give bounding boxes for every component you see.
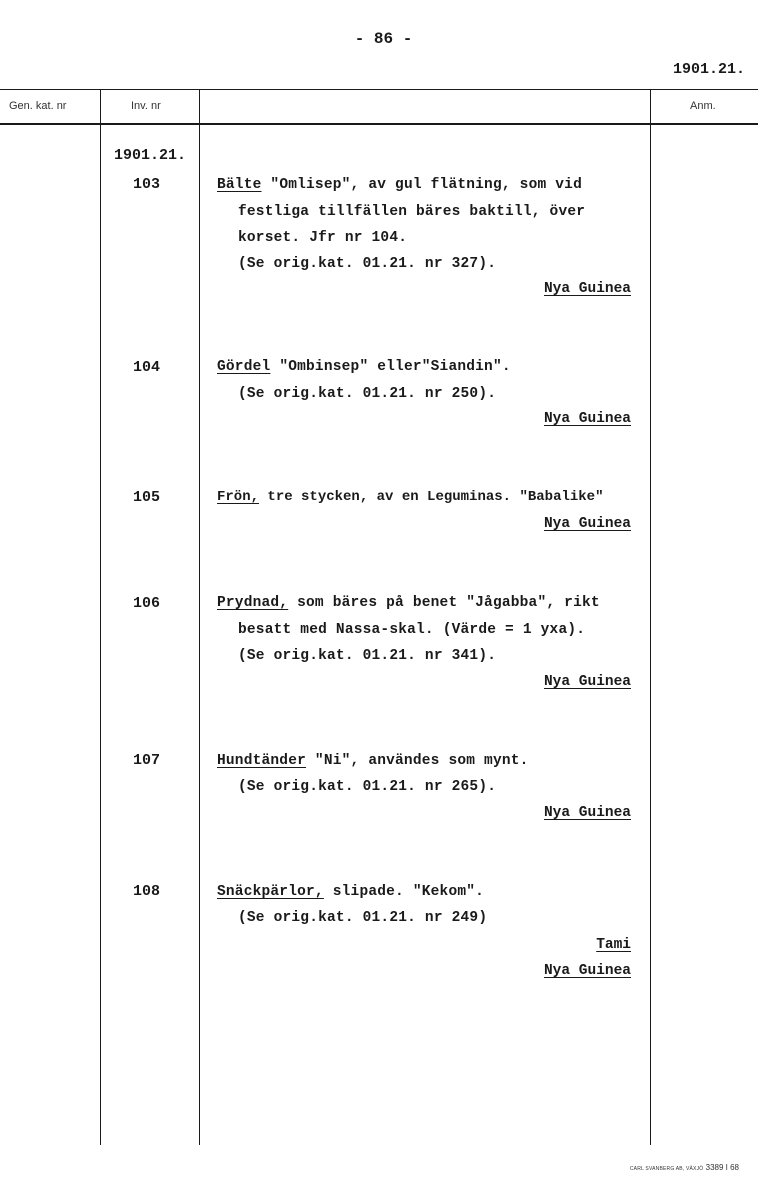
entry-line bbox=[217, 177, 582, 193]
inv-number: 106 bbox=[133, 595, 161, 612]
inv-number: 108 bbox=[133, 883, 161, 900]
entry-text: slipade. "Kekom". bbox=[332, 884, 485, 900]
entry-line bbox=[217, 884, 484, 900]
entry-place: Nya Guinea bbox=[543, 281, 631, 297]
entry-text: som bäres på benet "Jågabba", rikt bbox=[297, 595, 600, 611]
printer-name: CARL SVANBERG AB, VÄXJÖ bbox=[629, 1166, 704, 1172]
entry-line: besatt med Nassa-skal. (Värde = 1 yxa). bbox=[238, 622, 586, 638]
entry-line: (Se orig.kat. 01.21. nr 249) bbox=[238, 910, 488, 926]
inv-number: 104 bbox=[133, 359, 161, 376]
entry-text: tre stycken, av en Leguminas. "Babalike" bbox=[267, 489, 604, 505]
entry-place: Nya Guinea bbox=[543, 516, 631, 532]
header-top-rule bbox=[0, 89, 758, 90]
entry-line: festliga tillfällen bäres baktill, över bbox=[238, 204, 586, 220]
entry-place: Nya Guinea bbox=[543, 805, 631, 821]
entry-keyword: Prydnad, bbox=[217, 595, 289, 611]
entry-keyword: Hundtänder bbox=[217, 753, 307, 769]
entry-place: Tami bbox=[596, 937, 631, 953]
entry-place: Nya Guinea bbox=[543, 674, 631, 690]
column-divider-anm bbox=[650, 89, 651, 1145]
catalog-ref: 1901.21. bbox=[114, 147, 187, 164]
entry-keyword: Gördel bbox=[217, 359, 271, 375]
entry-line: (Se orig.kat. 01.21. nr 265). bbox=[238, 779, 497, 795]
entry-line bbox=[217, 753, 529, 769]
inv-number: 103 bbox=[133, 176, 161, 193]
form-code: 3389 I 68 bbox=[705, 1163, 739, 1172]
entry-line bbox=[217, 359, 511, 375]
entry-line bbox=[217, 489, 603, 505]
column-divider-inv bbox=[100, 89, 101, 1145]
entry-line: (Se orig.kat. 01.21. nr 341). bbox=[238, 648, 497, 664]
entry-place: Nya Guinea bbox=[543, 411, 631, 427]
header-catalog-ref: 1901.21. bbox=[672, 61, 745, 78]
column-divider-description bbox=[199, 89, 200, 1145]
inv-number: 105 bbox=[133, 489, 161, 506]
entry-keyword: Snäckpärlor, bbox=[217, 884, 324, 900]
entry-line: (Se orig.kat. 01.21. nr 327). bbox=[238, 256, 497, 272]
entry-text: "Omlisep", av gul flätning, som vid bbox=[270, 177, 582, 193]
inv-number: 107 bbox=[133, 752, 161, 769]
entry-keyword: Bälte bbox=[217, 177, 262, 193]
entry-text: "Ni", användes som mynt. bbox=[314, 753, 529, 769]
entry-line: korset. Jfr nr 104. bbox=[238, 230, 408, 246]
entry-keyword: Frön, bbox=[217, 489, 260, 505]
column-header-inv-nr: Inv. nr bbox=[131, 100, 161, 112]
entry-text: "Ombinsep" eller"Siandin". bbox=[279, 359, 511, 375]
entry-place: Nya Guinea bbox=[543, 963, 631, 979]
column-header-gen-kat-nr: Gen. kat. nr bbox=[9, 100, 67, 112]
page-number: - 86 - bbox=[354, 30, 413, 48]
entry-line: (Se orig.kat. 01.21. nr 250). bbox=[238, 386, 497, 402]
printer-footer bbox=[630, 1163, 739, 1172]
column-header-anm: Anm. bbox=[690, 100, 716, 112]
entry-line bbox=[217, 595, 600, 611]
header-bottom-rule bbox=[0, 123, 758, 125]
